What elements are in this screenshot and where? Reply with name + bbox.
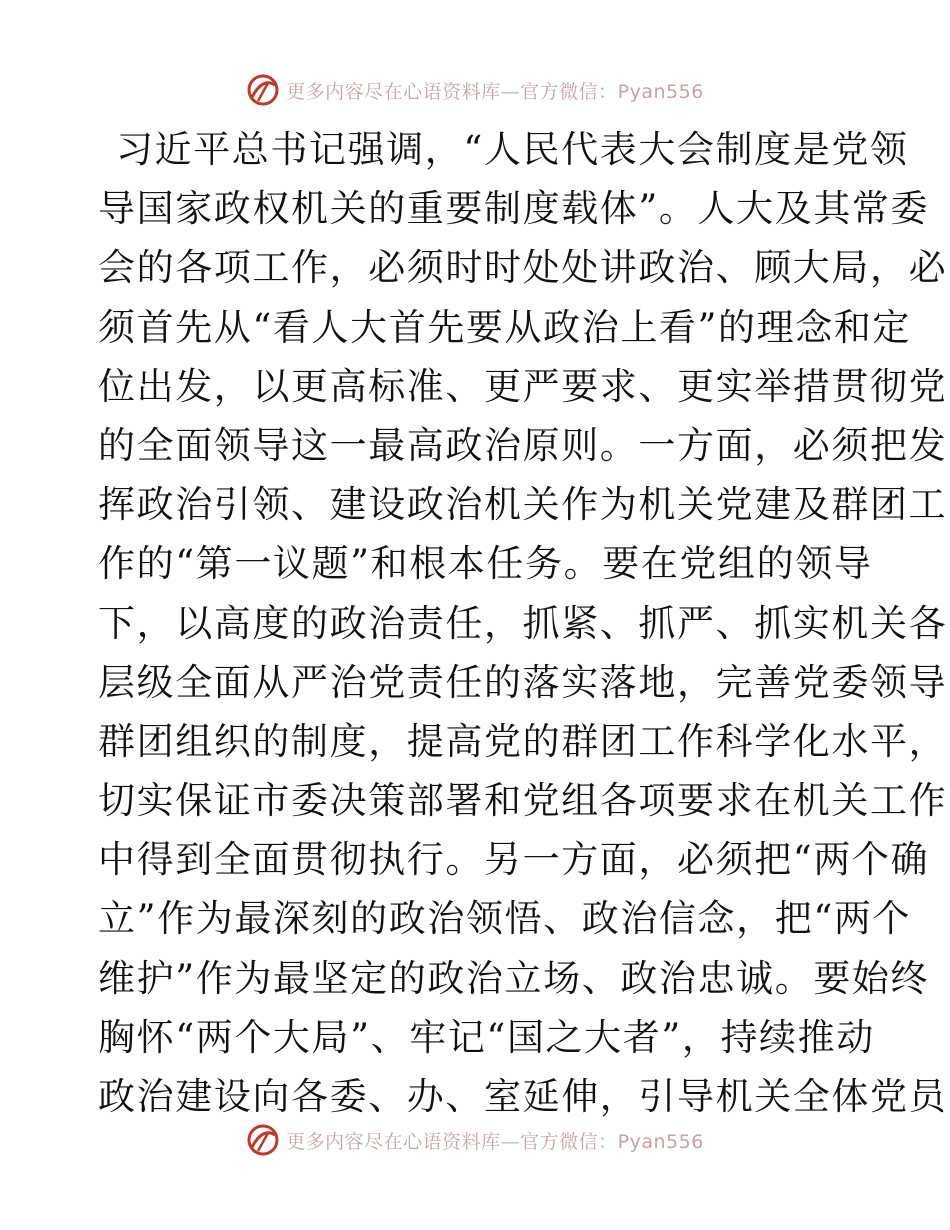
document-body [98,120,948,1126]
body-line: 会的各项工作，必须时时处处讲政治、顾大局，必 [98,246,948,290]
body-line: 中得到全面贯彻执行。另一方面，必须把“两个确 [98,838,930,882]
body-line: 作的“第一议题”和根本任务。要在党组的领导 [98,542,873,586]
body-line: 的全面领导这一最高政治原则。一方面，必须把发 [98,423,948,467]
body-line: 群团组织的制度，提高党的群团工作科学化水平， [98,719,948,763]
header-watermark [0,70,950,110]
watermark-left-text: 更多内容尽在心语资料库 [286,80,501,103]
body-line: 胸怀“两个大局”、牢记“国之大者”，持续推动 [98,1015,875,1059]
body-line: 政治建设向各委、办、室延伸，引导机关全体党员 [98,1075,948,1118]
body-line: 层级全面从严治党责任的落实落地，完善党委领导 [98,660,948,704]
body-line: 切实保证市委决策部署和党组各项要求在机关工作 [98,779,948,823]
watermark-right-text: 官方微信：Pyan556 [520,1130,704,1153]
watermark-dash: — [500,80,521,103]
body-line: 挥政治引领、建设政治机关作为机关党建及群团工 [98,483,948,527]
body-line: 位出发，以更高标准、更严要求、更实举措贯彻党 [98,364,948,408]
logo-icon [246,1123,280,1157]
body-line: 习近平总书记强调，“人民代表大会制度是党领 [116,128,909,171]
body-line: 下，以高度的政治责任，抓紧、抓严、抓实机关各 [98,601,948,645]
body-line: 维护”作为最坚定的政治立场、政治忠诚。要始终 [98,956,930,1000]
watermark-left-text: 更多内容尽在心语资料库 [286,1130,501,1153]
watermark-right-text: 官方微信：Pyan556 [520,80,704,103]
body-line: 导国家政权机关的重要制度载体”。人大及其常委 [98,187,930,231]
watermark-dash: — [500,1130,521,1153]
logo-icon [246,73,280,107]
body-line: 立”作为最深刻的政治领悟、政治信念，把“两个 [98,897,912,941]
footer-watermark [0,1120,950,1160]
body-line: 须首先从“看人大首先要从政治上看”的理念和定 [98,305,912,349]
